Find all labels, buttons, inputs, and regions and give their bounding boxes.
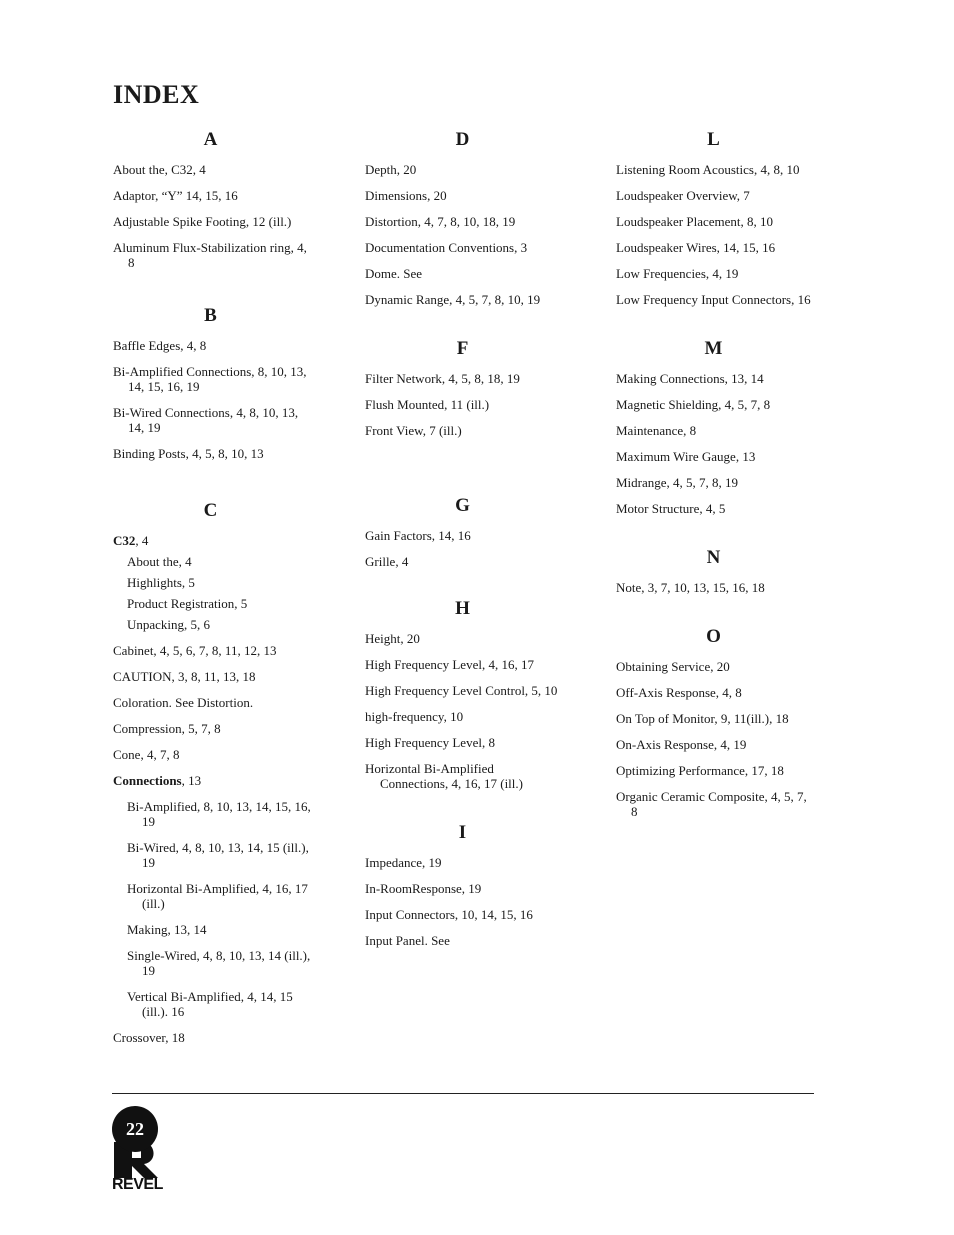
index-entry: High Frequency Level, 4, 16, 17: [365, 657, 534, 672]
index-entry: Flush Mounted, 11 (ill.): [365, 397, 490, 412]
index-entry: Dynamic Range, 4, 5, 7, 8, 10, 19: [365, 292, 541, 307]
index-entry: Loudspeaker Wires, 14, 15, 16: [616, 240, 776, 255]
section-f: [365, 337, 565, 438]
index-subentry: Making, 13, 14: [127, 922, 207, 937]
section-letter: B: [204, 305, 217, 326]
index-entry: Gain Factors, 14, 16: [365, 528, 471, 543]
section-letter: A: [203, 129, 218, 150]
section-letter: G: [455, 495, 470, 516]
index-entry: Midrange, 4, 5, 7, 8, 19: [616, 475, 739, 490]
index-entry: High Frequency Level, 8: [365, 735, 495, 750]
index-entry: Cone, 4, 7, 8: [113, 747, 180, 762]
index-subentry: Highlights, 5: [127, 575, 195, 590]
index-entry: Motor Structure, 4, 5: [616, 501, 726, 516]
index-entry: Baffle Edges, 4, 8: [113, 338, 207, 353]
section-d: [365, 128, 565, 307]
section-g: [365, 494, 565, 569]
index-entry: Impedance, 19: [365, 855, 442, 870]
index-entry: Bi-Amplified Connections, 8, 10, 13, 14, 15, 16, 19: [113, 364, 307, 394]
index-entry: Adjustable Spike Footing, 12 (ill.): [113, 214, 292, 229]
index-entry: Documentation Conventions, 3: [365, 240, 528, 255]
index-column-1: [113, 128, 313, 1056]
index-entry: Maximum Wire Gauge, 13: [616, 449, 756, 464]
index-term: C32: [113, 533, 136, 548]
index-term: Connections: [113, 773, 182, 788]
section-letter: C: [203, 500, 218, 521]
index-entry: CAUTION, 3, 8, 11, 13, 18: [113, 669, 256, 684]
index-entry: Low Frequencies, 4, 19: [616, 266, 739, 281]
index-entry: Loudspeaker Overview, 7: [616, 188, 750, 203]
section-letter: O: [706, 626, 721, 647]
index-subentry: Vertical Bi-Amplified, 4, 14, 15 (ill.). 16: [127, 989, 293, 1019]
index-pages: , 13: [181, 773, 202, 788]
index-entry: Making Connections, 13, 14: [616, 371, 764, 386]
index-entry: Grille, 4: [365, 554, 409, 569]
index-entry: Magnetic Shielding, 4, 5, 7, 8: [616, 397, 771, 412]
index-entry: Height, 20: [365, 631, 420, 646]
page-number-badge: 22: [112, 1106, 158, 1152]
brand-logo-text: REVEL: [112, 1176, 163, 1193]
section-l: [616, 128, 816, 307]
index-entry-c32: [113, 533, 313, 548]
section-letter: M: [704, 338, 723, 359]
index-entry: On Top of Monitor, 9, 11(ill.), 18: [616, 711, 789, 726]
index-entry: High Frequency Level Control, 5, 10: [365, 683, 558, 698]
index-subentry: Horizontal Bi-Amplified, 4, 16, 17 (ill.): [127, 881, 308, 911]
index-entry: Note, 3, 7, 10, 13, 15, 16, 18: [616, 580, 765, 595]
index-entry: Listening Room Acoustics, 4, 8, 10: [616, 162, 800, 177]
section-letter: H: [455, 598, 470, 619]
index-subentry: Bi-Wired, 4, 8, 10, 13, 14, 15 (ill.), 19: [127, 840, 309, 870]
index-subentry: Unpacking, 5, 6: [127, 617, 211, 632]
index-entry: Loudspeaker Placement, 8, 10: [616, 214, 774, 229]
footer-rule: [112, 1093, 814, 1094]
index-entry: Dimensions, 20: [365, 188, 447, 203]
index-subentry: About the, 4: [127, 554, 192, 569]
index-entry: Adaptor, “Y” 14, 15, 16: [113, 188, 238, 203]
index-column-3: [616, 128, 816, 830]
index-column-2: [365, 128, 565, 959]
index-pages: , 4: [135, 533, 149, 548]
section-a: [113, 128, 313, 270]
section-m: [616, 337, 816, 516]
index-entry: Depth, 20: [365, 162, 417, 177]
index-entry: Aluminum Flux-Stabilization ring, 4, 8: [113, 240, 307, 270]
index-entry: Maintenance, 8: [616, 423, 697, 438]
index-entry: On-Axis Response, 4, 19: [616, 737, 747, 752]
section-c: [113, 499, 313, 1045]
index-subentry: Product Registration, 5: [127, 596, 248, 611]
section-b: [113, 304, 313, 461]
index-entry: Crossover, 18: [113, 1030, 185, 1045]
index-entry: Low Frequency Input Connectors, 16: [616, 292, 811, 307]
index-entry: Dome. See: [365, 266, 423, 281]
section-h: [365, 597, 565, 791]
index-entry: Front View, 7 (ill.): [365, 423, 462, 438]
index-subentry: Single-Wired, 4, 8, 10, 13, 14 (ill.), 19: [127, 948, 311, 978]
index-entry: Distortion, 4, 7, 8, 10, 18, 19: [365, 214, 516, 229]
index-entry: Coloration. See Distortion.: [113, 695, 254, 710]
section-letter: F: [456, 338, 469, 359]
section-letter: I: [458, 822, 467, 843]
index-entry: Bi-Wired Connections, 4, 8, 10, 13, 14, 19: [113, 405, 299, 435]
index-subentry: Bi-Amplified, 8, 10, 13, 14, 15, 16, 19: [127, 799, 311, 829]
page-title: INDEX: [113, 80, 200, 109]
section-n: [616, 546, 816, 595]
section-o: [616, 625, 816, 819]
index-entry: Compression, 5, 7, 8: [113, 721, 221, 736]
index-entry: About the, C32, 4: [113, 162, 206, 177]
index-entry: Off-Axis Response, 4, 8: [616, 685, 742, 700]
index-entry: Input Connectors, 10, 14, 15, 16: [365, 907, 533, 922]
index-entry: Cabinet, 4, 5, 6, 7, 8, 11, 12, 13: [113, 643, 277, 658]
section-letter: N: [706, 547, 721, 568]
index-entry: Organic Ceramic Composite, 4, 5, 7, 8: [616, 789, 807, 819]
section-i: [365, 821, 565, 948]
index-entry: Binding Posts, 4, 5, 8, 10, 13: [113, 446, 264, 461]
section-letter: L: [707, 129, 720, 150]
index-entry: Obtaining Service, 20: [616, 659, 730, 674]
section-letter: D: [455, 129, 470, 150]
index-entry-connections: [113, 773, 313, 788]
index-entry: In-RoomResponse, 19: [365, 881, 482, 896]
index-entry: Filter Network, 4, 5, 8, 18, 19: [365, 371, 520, 386]
index-entry: Optimizing Performance, 17, 18: [616, 763, 784, 778]
index-entry: high-frequency, 10: [365, 709, 464, 724]
index-entry: Horizontal Bi-Amplified Connections, 4, 16, 17 (ill.): [365, 761, 523, 791]
index-entry: Input Panel. See: [365, 933, 450, 948]
